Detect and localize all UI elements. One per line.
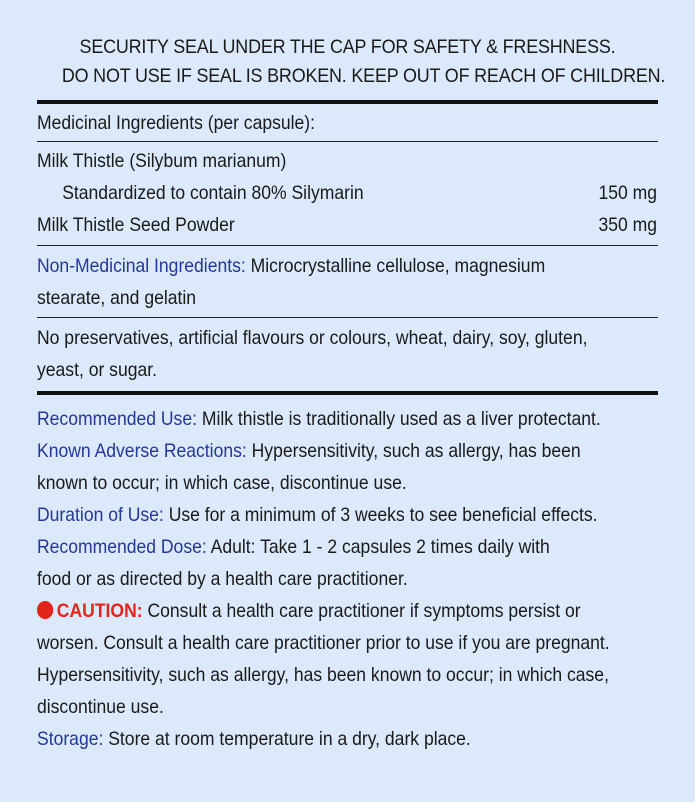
recommended-dose — [37, 531, 658, 563]
duration-text: Use for a minimum of 3 weeks to see beneficial effects. — [168, 504, 598, 526]
medicinal-heading: Medicinal Ingredients (per capsule): — [37, 112, 316, 134]
adverse-reactions-line-2: known to occur; in which case, discontinue use. — [37, 472, 407, 494]
recommended-use-label: Recommended Use: — [37, 408, 197, 430]
non-medicinal-text: Microcrystalline cellulose, magnesium — [250, 255, 546, 277]
free-from-line-2: yeast, or sugar. — [37, 359, 157, 381]
caution-text: Consult a health care practitioner if symptoms persist or — [147, 600, 581, 622]
storage-label: Storage: — [37, 728, 104, 750]
header-line-2: DO NOT USE IF SEAL IS BROKEN. KEEP OUT OF REACH OF CHILDREN. — [61, 65, 666, 87]
free-from-line-1: No preservatives, artificial flavours or colours, wheat, dairy, soy, gluten, — [37, 327, 588, 349]
directions-section — [37, 395, 658, 755]
dose-label: Recommended Dose: — [37, 536, 207, 558]
adverse-reactions — [37, 435, 658, 467]
ingredient-row — [37, 209, 657, 241]
non-medicinal-label: Non-Medicinal Ingredients: — [37, 255, 246, 277]
ingredient-name: Milk Thistle Seed Powder — [37, 214, 235, 236]
adverse-reactions-text: Hypersensitivity, such as allergy, has been — [251, 440, 581, 462]
caution-dot-icon — [37, 601, 53, 619]
non-medicinal-line-1 — [37, 250, 658, 282]
medicinal-ingredients-list — [37, 142, 658, 245]
ingredient-amount: 150 mg — [598, 182, 657, 204]
ingredient-amount: 350 mg — [598, 214, 657, 236]
caution — [37, 595, 658, 627]
dose-text: Adult: Take 1 - 2 capsules 2 times daily with — [210, 536, 550, 558]
safety-warning-header — [61, 0, 666, 91]
recommended-use-text: Milk thistle is traditionally used as a liver protectant. — [201, 408, 601, 430]
adverse-reactions-label: Known Adverse Reactions: — [37, 440, 247, 462]
non-medicinal-line-2: stearate, and gelatin — [37, 287, 197, 309]
duration-of-use — [37, 499, 658, 531]
duration-label: Duration of Use: — [37, 504, 164, 526]
ingredient-name: Milk Thistle (Silybum marianum) — [37, 150, 287, 172]
free-from-section — [37, 318, 658, 391]
caution-line-3: Hypersensitivity, such as allergy, has been known to occur; in which case, — [37, 664, 609, 686]
caution-line-2: worsen. Consult a health care practitioner prior to use if you are pregnant. — [37, 632, 610, 654]
dose-line-2: food or as directed by a health care practitioner. — [37, 568, 408, 590]
ingredient-row — [37, 177, 657, 209]
header-line-1: SECURITY SEAL UNDER THE CAP FOR SAFETY & FRESHNESS. — [79, 36, 616, 58]
ingredient-name: Standardized to contain 80% Silymarin — [62, 182, 364, 204]
caution-label: CAUTION: — [56, 600, 143, 622]
non-medicinal-section — [37, 246, 658, 317]
ingredient-row — [37, 145, 658, 177]
caution-line-4: discontinue use. — [37, 696, 164, 718]
medicinal-heading-section — [37, 104, 658, 141]
storage — [37, 723, 658, 755]
storage-text: Store at room temperature in a dry, dark place. — [108, 728, 471, 750]
recommended-use — [37, 403, 658, 435]
